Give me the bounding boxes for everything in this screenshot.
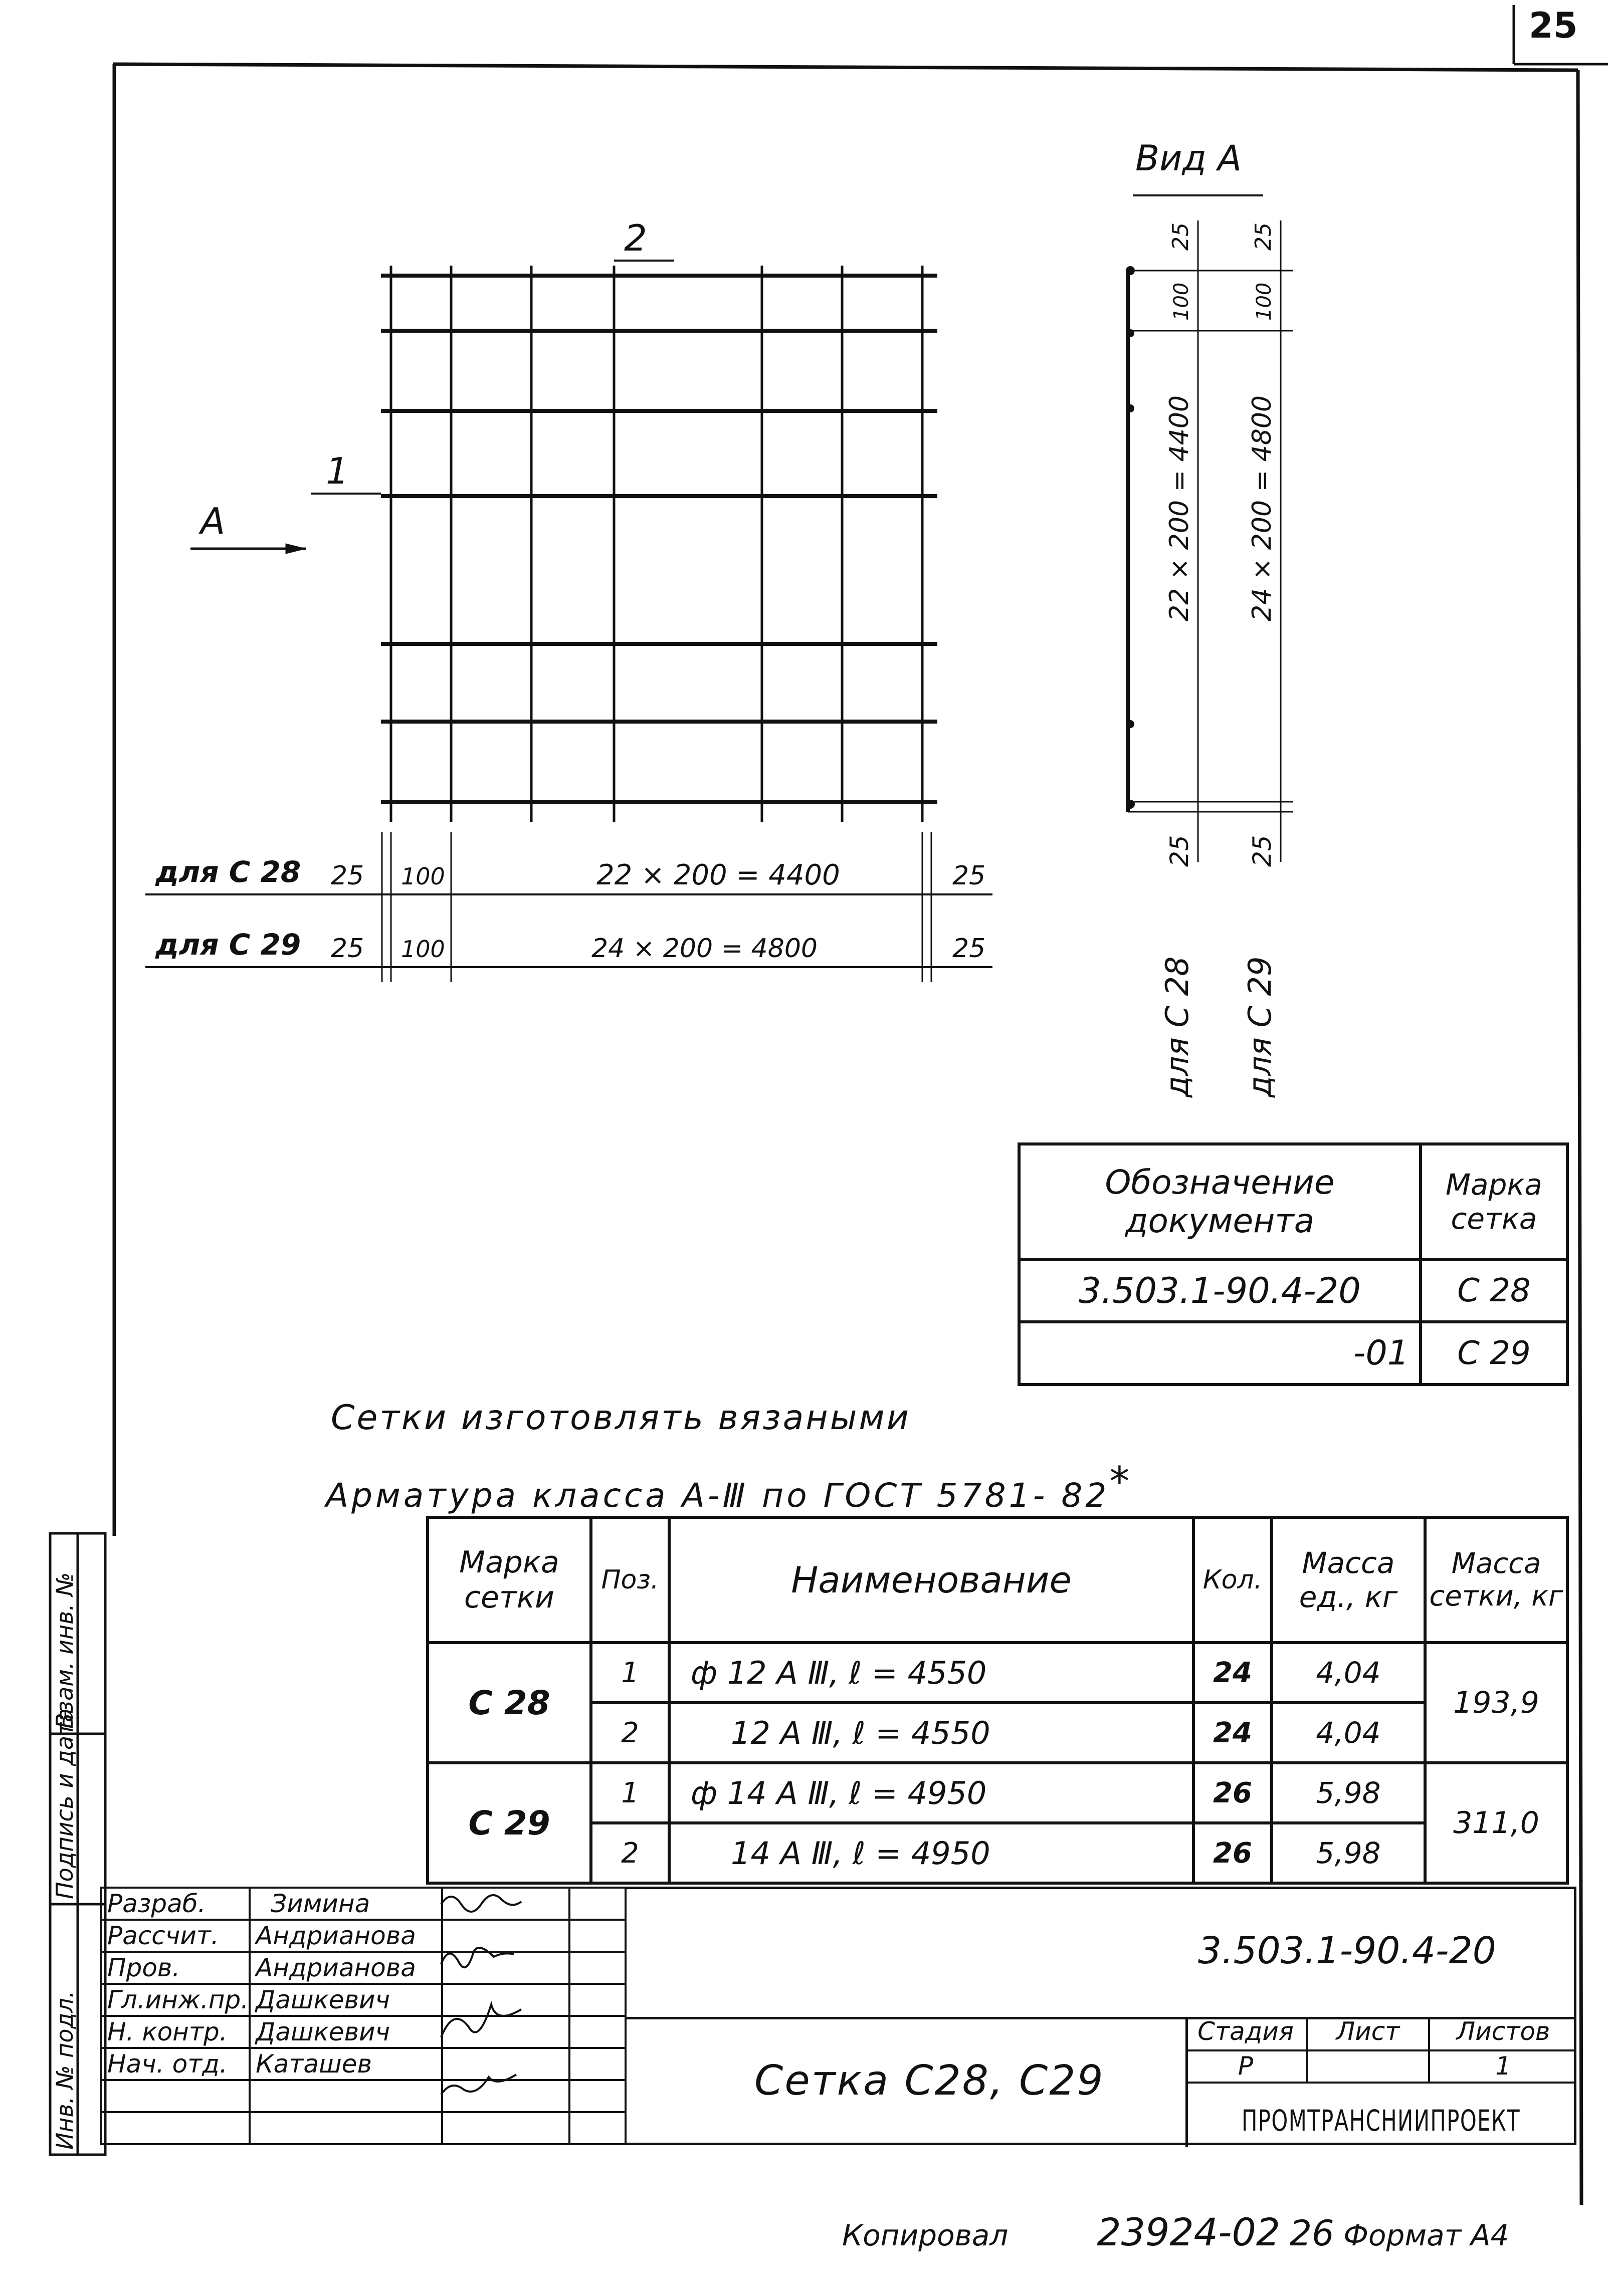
spec-c28-mass-1: 4,04 bbox=[1272, 1643, 1425, 1703]
role-3: Пров. bbox=[101, 1952, 250, 1984]
name-3: Андрианова bbox=[250, 1952, 442, 1984]
date-3 bbox=[569, 1952, 626, 1984]
dim-c28-right: 25 bbox=[952, 861, 986, 891]
title-block-roles bbox=[100, 1887, 627, 2145]
sign-4 bbox=[442, 1984, 569, 2016]
role-5: Н. контр. bbox=[101, 2016, 250, 2048]
footer-order: 23924-02 bbox=[1097, 2210, 1281, 2254]
note-line-2 bbox=[326, 1458, 1132, 1515]
spec-c29-name-1: ф 14 А Ⅲ, ℓ = 4950 bbox=[669, 1763, 1193, 1823]
role-6: Нач. отд. bbox=[101, 2048, 250, 2080]
spec-c28-mark: С 28 bbox=[428, 1643, 591, 1763]
spec-header-total-mass: Масса сетки, кг bbox=[1425, 1517, 1567, 1643]
name-5: Дашкевич bbox=[250, 2016, 442, 2048]
section-mark-2: 2 bbox=[624, 217, 647, 259]
doc-designation-table bbox=[1018, 1142, 1569, 1386]
dim-c29-middle: 24 × 200 = 4800 bbox=[591, 934, 818, 964]
dim-c28-middle: 22 × 200 = 4400 bbox=[596, 859, 840, 891]
mesh-horizontal-bars bbox=[381, 276, 937, 802]
sign-6 bbox=[442, 2048, 569, 2080]
title-doc-number: 3.503.1-90.4-20 bbox=[1198, 1929, 1496, 1972]
sheets-label: Листов bbox=[1456, 2017, 1550, 2046]
note-line-1: Сетки изготовлять вязаными bbox=[331, 1398, 911, 1438]
side-stamp-inv: Инв. № подл. bbox=[51, 1990, 78, 2150]
extra-row-2 bbox=[101, 2112, 250, 2144]
spec-c29-mass-2: 5,98 bbox=[1272, 1823, 1425, 1883]
doc-row-1-code: 3.503.1-90.4-20 bbox=[1019, 1259, 1421, 1322]
sheet-corner-number: 25 bbox=[1529, 5, 1578, 46]
sign-3 bbox=[442, 1952, 569, 1984]
view-a-top-left: 25 bbox=[1168, 222, 1193, 251]
sign-5 bbox=[442, 2016, 569, 2048]
view-a-bottom-left: 25 bbox=[1165, 835, 1194, 867]
doc-header-mark: Марка сетка bbox=[1421, 1144, 1567, 1259]
spec-header-mark: Марка сетки bbox=[428, 1517, 591, 1643]
view-a-bottom-right: 25 bbox=[1248, 835, 1277, 867]
spec-c29-total: 311,0 bbox=[1425, 1763, 1567, 1883]
spec-c28-pos-2: 2 bbox=[591, 1703, 669, 1763]
side-stamp-replace: Взам. инв. № bbox=[51, 1572, 78, 1729]
name-4: Дашкевич bbox=[250, 1984, 442, 2016]
spec-c28-name-1: ф 12 А Ⅲ, ℓ = 4550 bbox=[669, 1643, 1193, 1703]
stage-label: Стадия bbox=[1185, 2017, 1308, 2049]
mesh-vertical-bars bbox=[391, 266, 922, 822]
dim-c28-label: для С 28 bbox=[155, 855, 301, 889]
doc-header-designation: Обозначение документа bbox=[1019, 1144, 1421, 1259]
dim-c28-left: 25 bbox=[331, 861, 364, 891]
view-a-second-left: 100 bbox=[1170, 282, 1193, 321]
date-5 bbox=[569, 2016, 626, 2048]
sign-2 bbox=[442, 1920, 569, 1952]
view-a-middle-right: 24 × 200 = 4800 bbox=[1247, 395, 1277, 621]
spec-c28-qty-2: 24 bbox=[1193, 1703, 1272, 1763]
stage-value: Р bbox=[1185, 2051, 1308, 2082]
dim-c28-first: 100 bbox=[401, 863, 445, 890]
dim-c29-label: для С 29 bbox=[155, 928, 301, 962]
footer bbox=[842, 2210, 1509, 2254]
view-arrow-label: А bbox=[200, 500, 226, 542]
spec-c29-qty-2: 26 bbox=[1193, 1823, 1272, 1883]
name-1: Зимина bbox=[250, 1888, 442, 1920]
doc-row-1-mark: С 28 bbox=[1421, 1259, 1567, 1322]
spec-header-pos: Поз. bbox=[591, 1517, 669, 1643]
spec-c28-total: 193,9 bbox=[1425, 1643, 1567, 1763]
date-1 bbox=[569, 1888, 626, 1920]
doc-row-2-code: -01 bbox=[1019, 1322, 1421, 1385]
note-asterisk: * bbox=[1109, 1458, 1133, 1505]
spec-header-qty: Кол. bbox=[1193, 1517, 1272, 1643]
dim-c29-first: 100 bbox=[401, 936, 445, 963]
title-name: Сетка С28, С29 bbox=[754, 2057, 1105, 2105]
view-a-second-right: 100 bbox=[1253, 282, 1276, 321]
footer-format: Формат А4 bbox=[1343, 2218, 1509, 2252]
role-4: Гл.инж.пр. bbox=[101, 1984, 250, 2016]
name-6: Каташев bbox=[250, 2048, 442, 2080]
extra-row-1 bbox=[101, 2080, 250, 2112]
date-6 bbox=[569, 2048, 626, 2080]
date-2 bbox=[569, 1920, 626, 1952]
role-2: Рассчит. bbox=[101, 1920, 250, 1952]
specification-table bbox=[426, 1516, 1569, 1885]
view-a-title: Вид А bbox=[1135, 138, 1242, 179]
dim-c29-right: 25 bbox=[952, 934, 986, 964]
sheets-value: 1 bbox=[1495, 2051, 1511, 2081]
spec-c29-pos-1: 1 bbox=[591, 1763, 669, 1823]
sheet-value bbox=[1308, 2051, 1430, 2082]
sign-1 bbox=[442, 1888, 569, 1920]
view-a-label-left: для С 28 bbox=[1159, 956, 1195, 1097]
spec-header-unit-mass: Масса ед., кг bbox=[1272, 1517, 1425, 1643]
spec-c28-qty-1: 24 bbox=[1193, 1643, 1272, 1703]
view-a-top-right: 25 bbox=[1251, 222, 1276, 251]
side-stamp-sign: Подпись и дата bbox=[51, 1708, 78, 1899]
name-2: Андрианова bbox=[250, 1920, 442, 1952]
spec-c29-pos-2: 2 bbox=[591, 1823, 669, 1883]
date-4 bbox=[569, 1984, 626, 2016]
footer-page: 26 bbox=[1289, 2213, 1334, 2254]
organization: ПРОМТРАНСНИИПРОЕКТ bbox=[1241, 2104, 1521, 2138]
spec-c28-mass-2: 4,04 bbox=[1272, 1703, 1425, 1763]
section-mark-1: 1 bbox=[326, 450, 349, 492]
spec-c28-name-2: 12 А Ⅲ, ℓ = 4550 bbox=[669, 1703, 1193, 1763]
spec-c29-name-2: 14 А Ⅲ, ℓ = 4950 bbox=[669, 1823, 1193, 1883]
doc-row-2-mark: С 29 bbox=[1421, 1322, 1567, 1385]
view-a-middle-left: 22 × 200 = 4400 bbox=[1164, 395, 1194, 621]
title-block-main bbox=[627, 1887, 1576, 2145]
note-line-2-text: Арматура класса А-Ⅲ по ГОСТ 5781- 82 bbox=[326, 1476, 1110, 1515]
spec-header-name: Наименование bbox=[669, 1517, 1193, 1643]
role-1: Разраб. bbox=[101, 1888, 250, 1920]
view-a-label-right: для С 29 bbox=[1242, 956, 1278, 1097]
spec-c29-qty-1: 26 bbox=[1193, 1763, 1272, 1823]
sheet-label: Лист bbox=[1308, 2017, 1430, 2049]
dim-c29-left: 25 bbox=[331, 934, 364, 964]
spec-c29-mass-1: 5,98 bbox=[1272, 1763, 1425, 1823]
spec-c28-pos-1: 1 bbox=[591, 1643, 669, 1703]
spec-c29-mark: С 29 bbox=[428, 1763, 591, 1883]
footer-copied: Копировал bbox=[842, 2218, 1009, 2252]
